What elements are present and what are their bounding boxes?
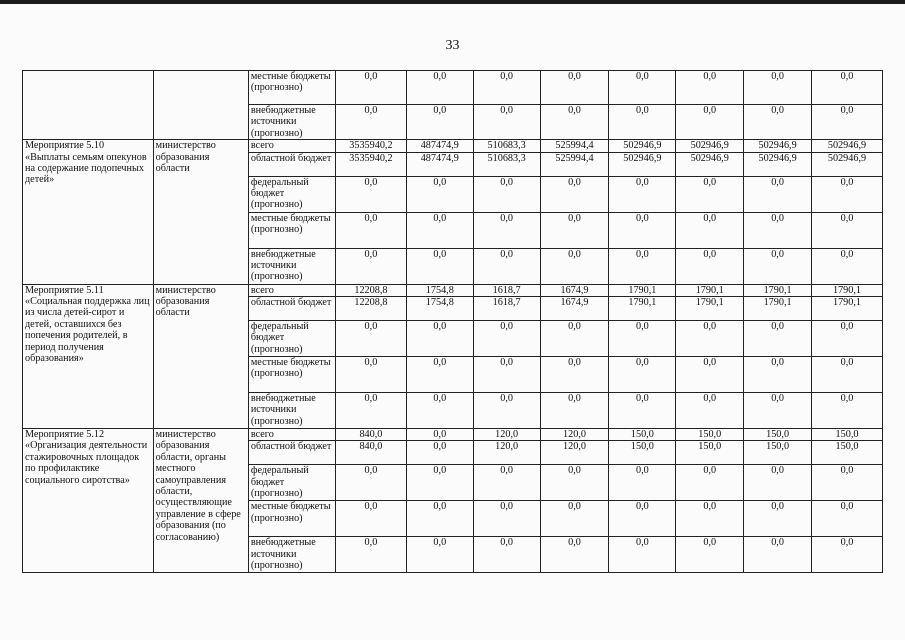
amount-cell: 510683,3	[473, 152, 540, 176]
funding-source-cell: местные бюджеты (прогнозно)	[248, 501, 335, 537]
amount-cell: 150,0	[609, 429, 676, 441]
amount-cell: 0,0	[812, 537, 883, 573]
amount-cell: 0,0	[473, 393, 540, 429]
amount-cell: 0,0	[335, 71, 406, 105]
amount-cell: 150,0	[744, 429, 812, 441]
amount-cell: 12208,8	[335, 284, 406, 296]
amount-cell: 0,0	[609, 465, 676, 501]
funding-source-cell: внебюджетные источники (прогнозно)	[248, 393, 335, 429]
amount-cell: 0,0	[744, 321, 812, 357]
amount-cell: 0,0	[406, 212, 473, 248]
amount-cell: 0,0	[609, 357, 676, 393]
amount-cell: 502946,9	[609, 152, 676, 176]
funding-source-cell: областной бюджет	[248, 152, 335, 176]
amount-cell: 0,0	[744, 176, 812, 212]
amount-cell: 0,0	[812, 176, 883, 212]
executor-cell: министерство образования области	[153, 140, 248, 284]
amount-cell: 0,0	[744, 501, 812, 537]
amount-cell: 0,0	[812, 248, 883, 284]
amount-cell: 0,0	[540, 176, 609, 212]
funding-source-cell: областной бюджет	[248, 297, 335, 321]
amount-cell: 0,0	[609, 105, 676, 140]
amount-cell: 0,0	[473, 357, 540, 393]
amount-cell: 510683,3	[473, 140, 540, 152]
page-number: 33	[445, 38, 460, 53]
amount-cell: 487474,9	[406, 140, 473, 152]
amount-cell: 0,0	[744, 105, 812, 140]
amount-cell: 0,0	[335, 357, 406, 393]
amount-cell: 0,0	[473, 537, 540, 573]
amount-cell: 0,0	[473, 501, 540, 537]
funding-source-cell: местные бюджеты (прогнозно)	[248, 212, 335, 248]
amount-cell: 0,0	[609, 321, 676, 357]
amount-cell: 1674,9	[540, 284, 609, 296]
amount-cell: 0,0	[473, 321, 540, 357]
amount-cell: 1790,1	[676, 284, 744, 296]
amount-cell: 0,0	[609, 537, 676, 573]
amount-cell: 0,0	[540, 393, 609, 429]
table-row	[23, 140, 883, 152]
amount-cell: 0,0	[676, 393, 744, 429]
top-rule	[0, 0, 905, 4]
amount-cell: 0,0	[744, 71, 812, 105]
amount-cell: 0,0	[744, 357, 812, 393]
amount-cell: 1674,9	[540, 297, 609, 321]
amount-cell: 0,0	[473, 105, 540, 140]
table-row	[23, 429, 883, 441]
amount-cell: 0,0	[540, 357, 609, 393]
amount-cell: 0,0	[676, 248, 744, 284]
amount-cell: 120,0	[473, 441, 540, 465]
amount-cell: 0,0	[406, 441, 473, 465]
amount-cell: 0,0	[676, 537, 744, 573]
amount-cell: 150,0	[812, 429, 883, 441]
amount-cell: 0,0	[676, 105, 744, 140]
amount-cell: 0,0	[540, 212, 609, 248]
amount-cell: 0,0	[676, 321, 744, 357]
amount-cell: 502946,9	[744, 140, 812, 152]
budget-table	[22, 70, 883, 573]
amount-cell: 1618,7	[473, 297, 540, 321]
amount-cell: 3535940,2	[335, 152, 406, 176]
amount-cell: 12208,8	[335, 297, 406, 321]
funding-source-cell: федеральный бюджет (прогнозно)	[248, 176, 335, 212]
amount-cell: 0,0	[609, 393, 676, 429]
amount-cell: 502946,9	[609, 140, 676, 152]
amount-cell: 0,0	[473, 212, 540, 248]
amount-cell: 0,0	[744, 465, 812, 501]
amount-cell: 525994,4	[540, 140, 609, 152]
amount-cell: 0,0	[406, 248, 473, 284]
amount-cell: 0,0	[473, 248, 540, 284]
amount-cell: 840,0	[335, 441, 406, 465]
amount-cell: 0,0	[676, 176, 744, 212]
amount-cell: 0,0	[812, 501, 883, 537]
amount-cell: 1790,1	[744, 284, 812, 296]
amount-cell: 0,0	[406, 71, 473, 105]
amount-cell: 0,0	[335, 393, 406, 429]
amount-cell: 840,0	[335, 429, 406, 441]
amount-cell: 0,0	[406, 321, 473, 357]
amount-cell: 150,0	[812, 441, 883, 465]
event-cell	[23, 71, 154, 140]
amount-cell: 0,0	[812, 357, 883, 393]
amount-cell: 0,0	[812, 465, 883, 501]
amount-cell: 0,0	[540, 501, 609, 537]
amount-cell: 0,0	[406, 429, 473, 441]
amount-cell: 0,0	[744, 537, 812, 573]
amount-cell: 0,0	[609, 71, 676, 105]
amount-cell: 1790,1	[812, 297, 883, 321]
funding-source-cell: внебюджетные источники (прогнозно)	[248, 105, 335, 140]
amount-cell: 502946,9	[676, 140, 744, 152]
amount-cell: 0,0	[540, 105, 609, 140]
amount-cell: 0,0	[335, 212, 406, 248]
amount-cell: 1754,8	[406, 297, 473, 321]
executor-cell: министерство образования области, органы местного самоуправления области, осуществляющие управление в сфере образования (по согласованию)	[153, 429, 248, 573]
funding-source-cell: внебюджетные источники (прогнозно)	[248, 248, 335, 284]
amount-cell: 0,0	[609, 248, 676, 284]
amount-cell: 0,0	[335, 465, 406, 501]
amount-cell: 0,0	[812, 212, 883, 248]
amount-cell: 1790,1	[609, 297, 676, 321]
amount-cell: 0,0	[540, 321, 609, 357]
amount-cell: 0,0	[406, 501, 473, 537]
amount-cell: 0,0	[335, 248, 406, 284]
funding-source-cell: всего	[248, 140, 335, 152]
amount-cell: 0,0	[744, 248, 812, 284]
amount-cell: 502946,9	[812, 140, 883, 152]
funding-source-cell: всего	[248, 429, 335, 441]
amount-cell: 150,0	[744, 441, 812, 465]
amount-cell: 1790,1	[609, 284, 676, 296]
amount-cell: 0,0	[406, 465, 473, 501]
amount-cell: 0,0	[335, 501, 406, 537]
amount-cell: 1790,1	[744, 297, 812, 321]
amount-cell: 487474,9	[406, 152, 473, 176]
amount-cell: 0,0	[609, 212, 676, 248]
amount-cell: 0,0	[335, 105, 406, 140]
amount-cell: 3535940,2	[335, 140, 406, 152]
amount-cell: 0,0	[406, 176, 473, 212]
funding-source-cell: местные бюджеты (прогнозно)	[248, 357, 335, 393]
table-row	[23, 284, 883, 296]
amount-cell: 150,0	[676, 429, 744, 441]
executor-cell	[153, 71, 248, 140]
amount-cell: 0,0	[540, 465, 609, 501]
amount-cell: 0,0	[676, 357, 744, 393]
amount-cell: 502946,9	[676, 152, 744, 176]
amount-cell: 0,0	[473, 176, 540, 212]
amount-cell: 502946,9	[812, 152, 883, 176]
amount-cell: 1790,1	[676, 297, 744, 321]
event-cell: Мероприятие 5.11 «Социальная поддержка лиц из числа детей-сирот и детей, оставшихся без попечения родителей, в период получения образования»	[23, 284, 154, 428]
amount-cell: 0,0	[744, 393, 812, 429]
amount-cell: 0,0	[335, 321, 406, 357]
amount-cell: 1790,1	[812, 284, 883, 296]
amount-cell: 0,0	[676, 501, 744, 537]
table-row	[23, 71, 883, 105]
amount-cell: 0,0	[812, 71, 883, 105]
amount-cell: 502946,9	[744, 152, 812, 176]
funding-source-cell: федеральный бюджет (прогнозно)	[248, 321, 335, 357]
funding-source-cell: областной бюджет	[248, 441, 335, 465]
amount-cell: 0,0	[473, 465, 540, 501]
event-cell: Мероприятие 5.10 «Выплаты семьям опекунов на содержание подопечных детей»	[23, 140, 154, 284]
amount-cell: 0,0	[335, 176, 406, 212]
amount-cell: 0,0	[744, 212, 812, 248]
amount-cell: 0,0	[540, 71, 609, 105]
amount-cell: 120,0	[540, 441, 609, 465]
funding-source-cell: всего	[248, 284, 335, 296]
amount-cell: 0,0	[473, 71, 540, 105]
amount-cell: 0,0	[676, 465, 744, 501]
amount-cell: 0,0	[540, 537, 609, 573]
amount-cell: 0,0	[406, 105, 473, 140]
amount-cell: 0,0	[540, 248, 609, 284]
amount-cell: 0,0	[406, 357, 473, 393]
amount-cell: 525994,4	[540, 152, 609, 176]
amount-cell: 0,0	[335, 537, 406, 573]
executor-cell: министерство образования области	[153, 284, 248, 428]
event-cell: Мероприятие 5.12 «Организация деятельности стажировочных площадок по профилактике социального сиротства»	[23, 429, 154, 573]
amount-cell: 0,0	[609, 501, 676, 537]
funding-source-cell: федеральный бюджет (прогнозно)	[248, 465, 335, 501]
amount-cell: 0,0	[676, 212, 744, 248]
amount-cell: 0,0	[676, 71, 744, 105]
amount-cell: 0,0	[406, 393, 473, 429]
amount-cell: 0,0	[609, 176, 676, 212]
amount-cell: 120,0	[540, 429, 609, 441]
funding-source-cell: внебюджетные источники (прогнозно)	[248, 537, 335, 573]
amount-cell: 0,0	[406, 537, 473, 573]
amount-cell: 0,0	[812, 393, 883, 429]
amount-cell: 0,0	[812, 321, 883, 357]
amount-cell: 1754,8	[406, 284, 473, 296]
amount-cell: 1618,7	[473, 284, 540, 296]
amount-cell: 0,0	[812, 105, 883, 140]
amount-cell: 150,0	[676, 441, 744, 465]
funding-source-cell: местные бюджеты (прогнозно)	[248, 71, 335, 105]
amount-cell: 150,0	[609, 441, 676, 465]
amount-cell: 120,0	[473, 429, 540, 441]
